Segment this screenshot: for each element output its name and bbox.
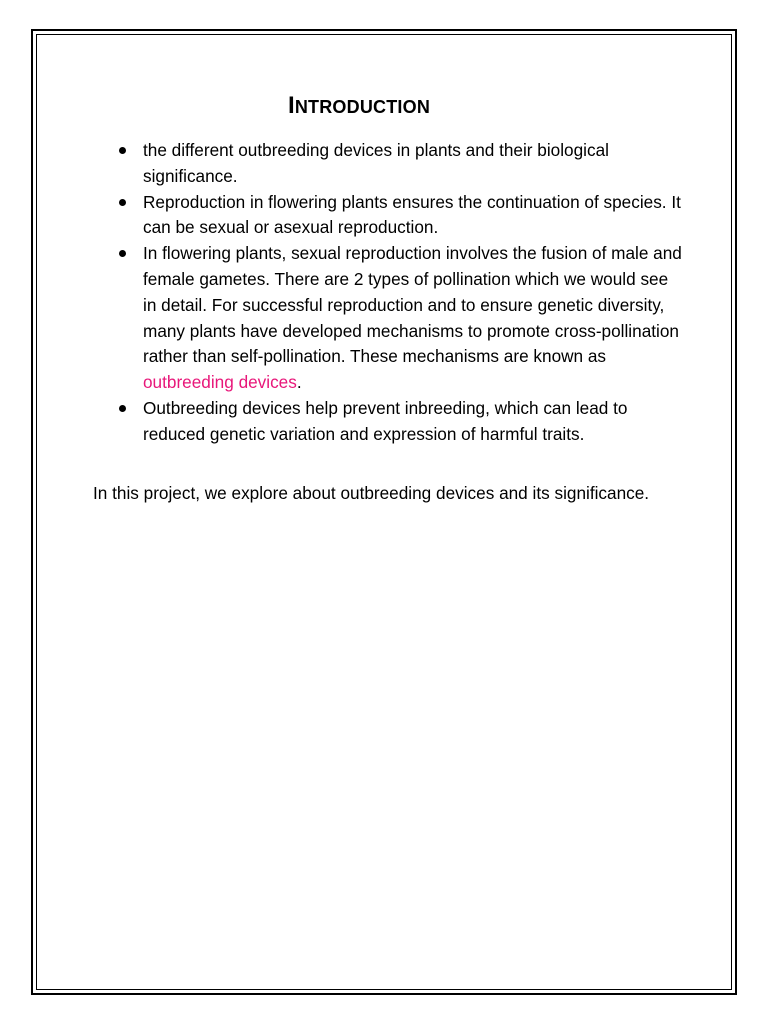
list-item	[93, 396, 683, 448]
bullet-icon	[119, 147, 126, 154]
list-item	[93, 190, 683, 242]
title-first-letter: I	[287, 92, 295, 119]
bullet-icon	[119, 199, 126, 206]
bullet-text: Reproduction in flowering plants ensures the continuation of species. It can be sexual or asexual reproduction.	[143, 191, 681, 238]
bullet-text: Outbreeding devices help prevent inbreeding, which can lead to reduced genetic variation and expression of harmful traits.	[143, 397, 628, 444]
bullet-text: the different outbreeding devices in plants and their biological significance.	[143, 140, 609, 186]
bullet-icon	[119, 405, 126, 412]
page-title	[0, 92, 718, 120]
bullet-tail: .	[296, 372, 302, 393]
bullet-text: In flowering plants, sexual reproduction involves the fusion of male and female gametes. There are 2 types of pollination which we would see in detail. For successful reproduction and to ensure genetic diversity, many plants have developed mechanisms to promote cross-pollination rather than self-pollination. These mechanisms are known as	[143, 243, 682, 367]
title-rest: NTRODUCTION	[294, 97, 431, 117]
list-item	[93, 241, 683, 396]
list-item	[93, 138, 683, 190]
conclusion-paragraph: In this project, we explore about outbreeding devices and its significance.	[93, 483, 650, 503]
highlighted-term: outbreeding devices	[143, 372, 297, 393]
bullet-list	[93, 138, 683, 448]
bullet-icon	[119, 250, 126, 257]
